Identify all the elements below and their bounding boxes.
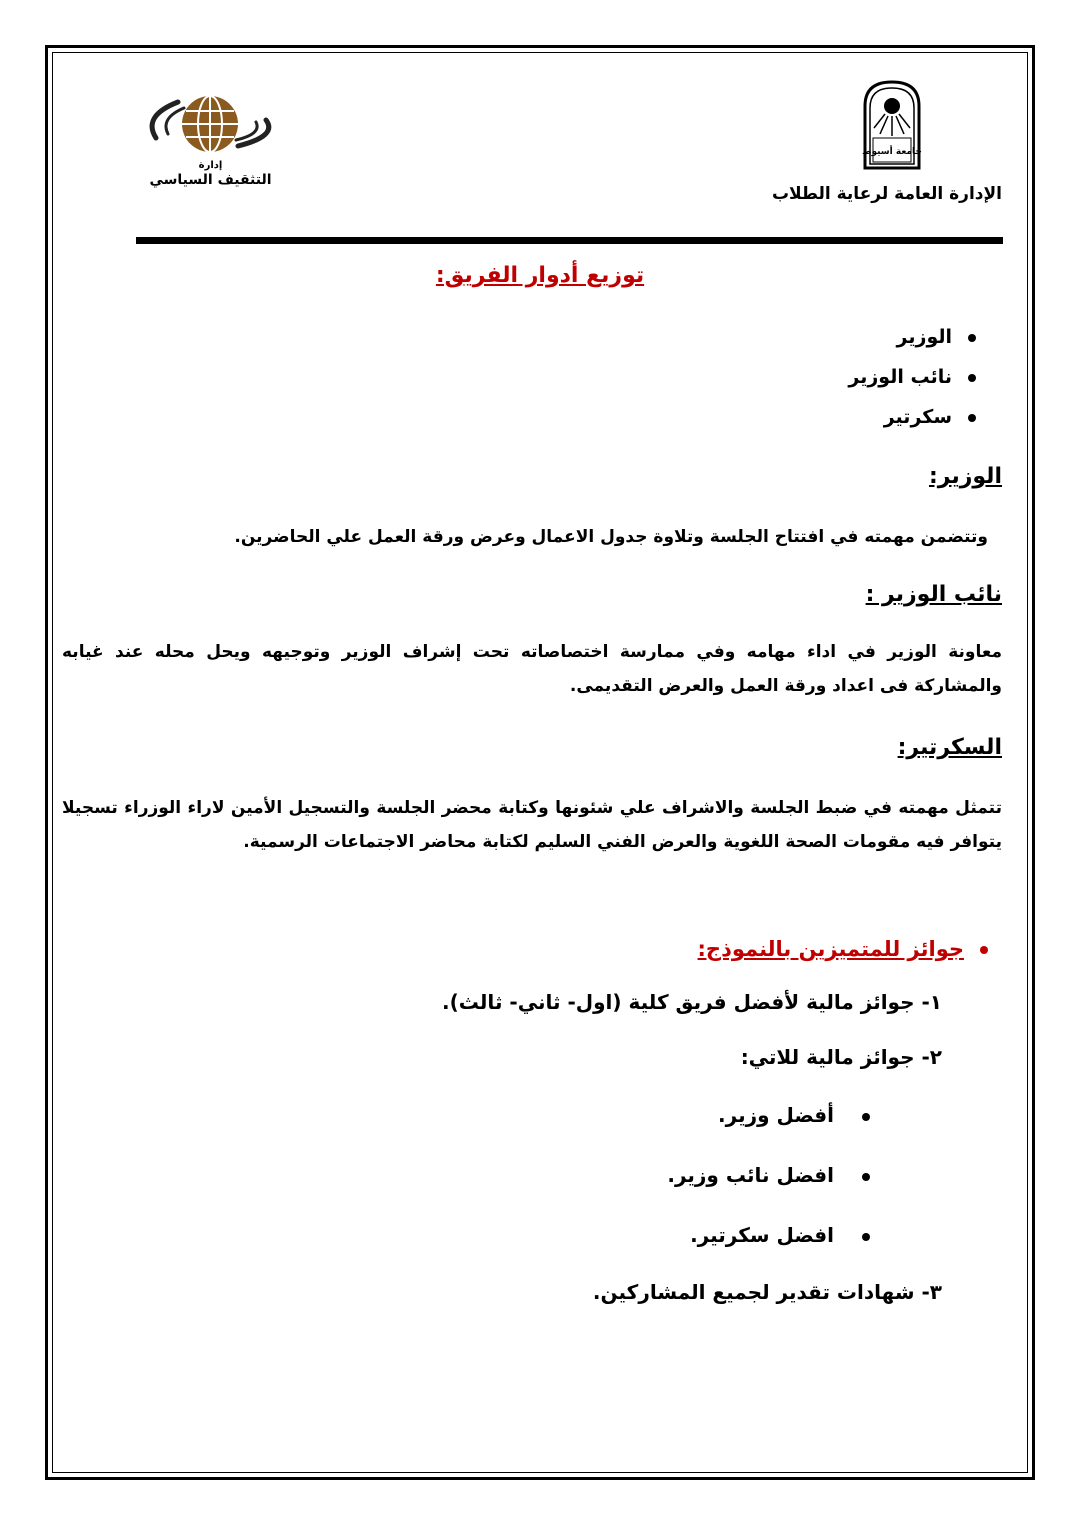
bullet-icon: [968, 334, 976, 342]
minister-heading: الوزير:: [928, 464, 1002, 489]
bullet-icon: [980, 946, 988, 954]
deputy-text: معاونة الوزير في اداء مهامه وفي ممارسة اختصاصاته تحت إشراف الوزير وتوجيهه ويحل محله عند غيابه والمشاركة فى اعداد ورقة العمل والعرض التقديمى.: [62, 642, 1002, 696]
list-item: افضل سكرتير.: [690, 1223, 870, 1247]
roles-list: [848, 323, 976, 443]
minister-text: وتتضمن مهمته في افتتاح الجلسة وتلاوة جدول الاعمال وعرض ورقة العمل علي الحاضرين.: [234, 527, 988, 547]
list-item: نائب الوزير: [848, 363, 976, 403]
university-logo: [862, 78, 922, 170]
prize-item-2: ٢- جوائز مالية للاتي:: [740, 1045, 942, 1069]
prize-item-3: ٣- شهادات تقدير لجميع المشاركين.: [592, 1280, 942, 1304]
list-item: افضل نائب وزير.: [667, 1163, 870, 1187]
svg-text:جامعة أسيوط: جامعة أسيوط: [862, 147, 922, 157]
page-title: توزيع أدوار الفريق:: [435, 263, 645, 288]
secretary-text: تتمثل مهمته في ضبط الجلسة والاشراف علي شئونها وكتابة محضر الجلسة والتسجيل الأمين لاراء الوزراء تسجيلا يتوافر فيه مقومات الصحة اللغوية والعرض الفني السليم لكتابة محاضر الاجتماعات الرسمية.: [62, 798, 1002, 852]
header-divider: [136, 237, 1003, 244]
department-logo: [138, 90, 283, 190]
list-item: سكرتير: [848, 403, 976, 443]
prize-item-1: ١- جوائز مالية لأفضل فريق كلية (اول- ثاني- ثالث).: [442, 990, 942, 1014]
dept-logo-small-text: إدارة: [198, 160, 223, 171]
prizes-heading: جوائز للمتميزين بالنموذج:: [698, 937, 988, 961]
bullet-icon: [968, 414, 976, 422]
list-item: أفضل وزير.: [718, 1103, 870, 1127]
bullet-icon: [862, 1113, 870, 1121]
bullet-icon: [968, 374, 976, 382]
bullet-icon: [862, 1173, 870, 1181]
deputy-heading: نائب الوزير :: [865, 582, 1002, 607]
admin-name: الإدارة العامة لرعاية الطلاب: [771, 184, 1002, 204]
page-border: [45, 45, 1035, 1480]
dept-logo-main-text: التثقيف السياسي: [149, 172, 272, 188]
secretary-heading: السكرتير:: [897, 735, 1002, 760]
bullet-icon: [862, 1233, 870, 1241]
list-item: الوزير: [848, 323, 976, 363]
